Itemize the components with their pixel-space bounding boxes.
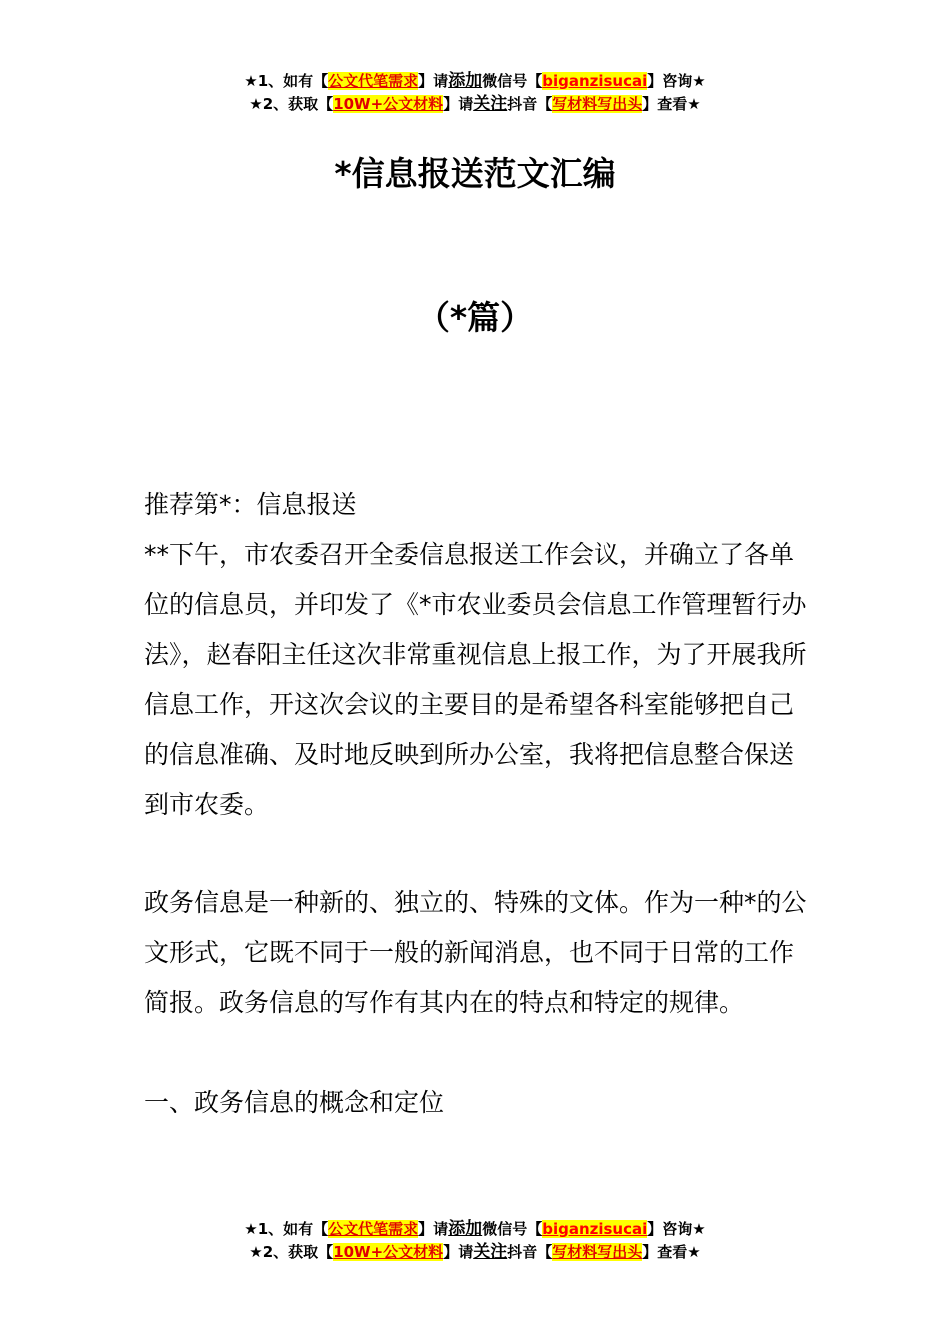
paragraph: 政务信息是一种新的、独立的、特殊的文体。作为一种*的公文形式，它既不同于一般的新闻消息，也不同于日常的工作简报。政务信息的写作有其内在的特点和特定的规律。: [144, 888, 807, 1017]
promo-highlight: 10W+公文材料: [333, 1243, 444, 1261]
promo-text: 】查看★: [642, 95, 701, 113]
promo-line-2: [0, 1241, 950, 1264]
promo-line-2: [0, 93, 950, 116]
promo-douyin-id: 写材料写出头: [552, 95, 643, 113]
promo-wechat-id: biganzisucai: [542, 1220, 648, 1238]
promo-text: ★2、获取【: [249, 95, 334, 113]
promo-text: 】请: [443, 1243, 474, 1261]
promo-emphasis: 添加: [448, 1219, 483, 1239]
promo-line-1: [0, 1218, 950, 1241]
article-heading: 推荐第*：信息报送: [144, 490, 357, 519]
document-title: *信息报送范文汇编: [334, 154, 616, 193]
promo-highlight: 公文代笔需求: [328, 72, 419, 90]
promo-text: 】请: [418, 1220, 449, 1238]
promo-text: 抖音【: [507, 95, 553, 113]
promo-text: 微信号【: [482, 72, 543, 90]
promo-text: 微信号【: [482, 1220, 543, 1238]
promo-highlight: 公文代笔需求: [328, 1220, 419, 1238]
promo-text: ★1、如有【: [244, 1220, 329, 1238]
promo-douyin-id: 写材料写出头: [552, 1243, 643, 1261]
promo-highlight: 10W+公文材料: [333, 95, 444, 113]
section-heading: 一、政务信息的概念和定位: [144, 1088, 445, 1117]
promo-text: 】咨询★: [647, 1220, 706, 1238]
promo-line-1: [0, 70, 950, 93]
document-body: [144, 480, 814, 830]
promo-emphasis: 关注: [473, 94, 508, 114]
promo-text: ★2、获取【: [249, 1243, 334, 1261]
document-subtitle: （*篇）: [416, 298, 534, 337]
top-promo-banner: [0, 70, 950, 116]
promo-emphasis: 添加: [448, 71, 483, 91]
promo-text: 】请: [418, 72, 449, 90]
promo-text: 】请: [443, 95, 474, 113]
promo-text: 抖音【: [507, 1243, 553, 1261]
promo-wechat-id: biganzisucai: [542, 72, 648, 90]
document-body-2: [144, 878, 814, 1028]
document-body-3: [144, 1078, 814, 1128]
promo-text: ★1、如有【: [244, 72, 329, 90]
promo-emphasis: 关注: [473, 1242, 508, 1262]
promo-text: 】咨询★: [647, 72, 706, 90]
bottom-promo-banner: [0, 1218, 950, 1264]
paragraph: **下午，市农委召开全委信息报送工作会议，并确立了各单位的信息员，并印发了《*市农业委员会信息工作管理暂行办法》，赵春阳主任这次非常重视信息上报工作，为了开展我所信息工作，开这次会议的主要目的是希望各科室能够把自己的信息准确、及时地反映到所办公室，我将把信息整合保送到市农委。: [144, 540, 807, 819]
promo-text: 】查看★: [642, 1243, 701, 1261]
